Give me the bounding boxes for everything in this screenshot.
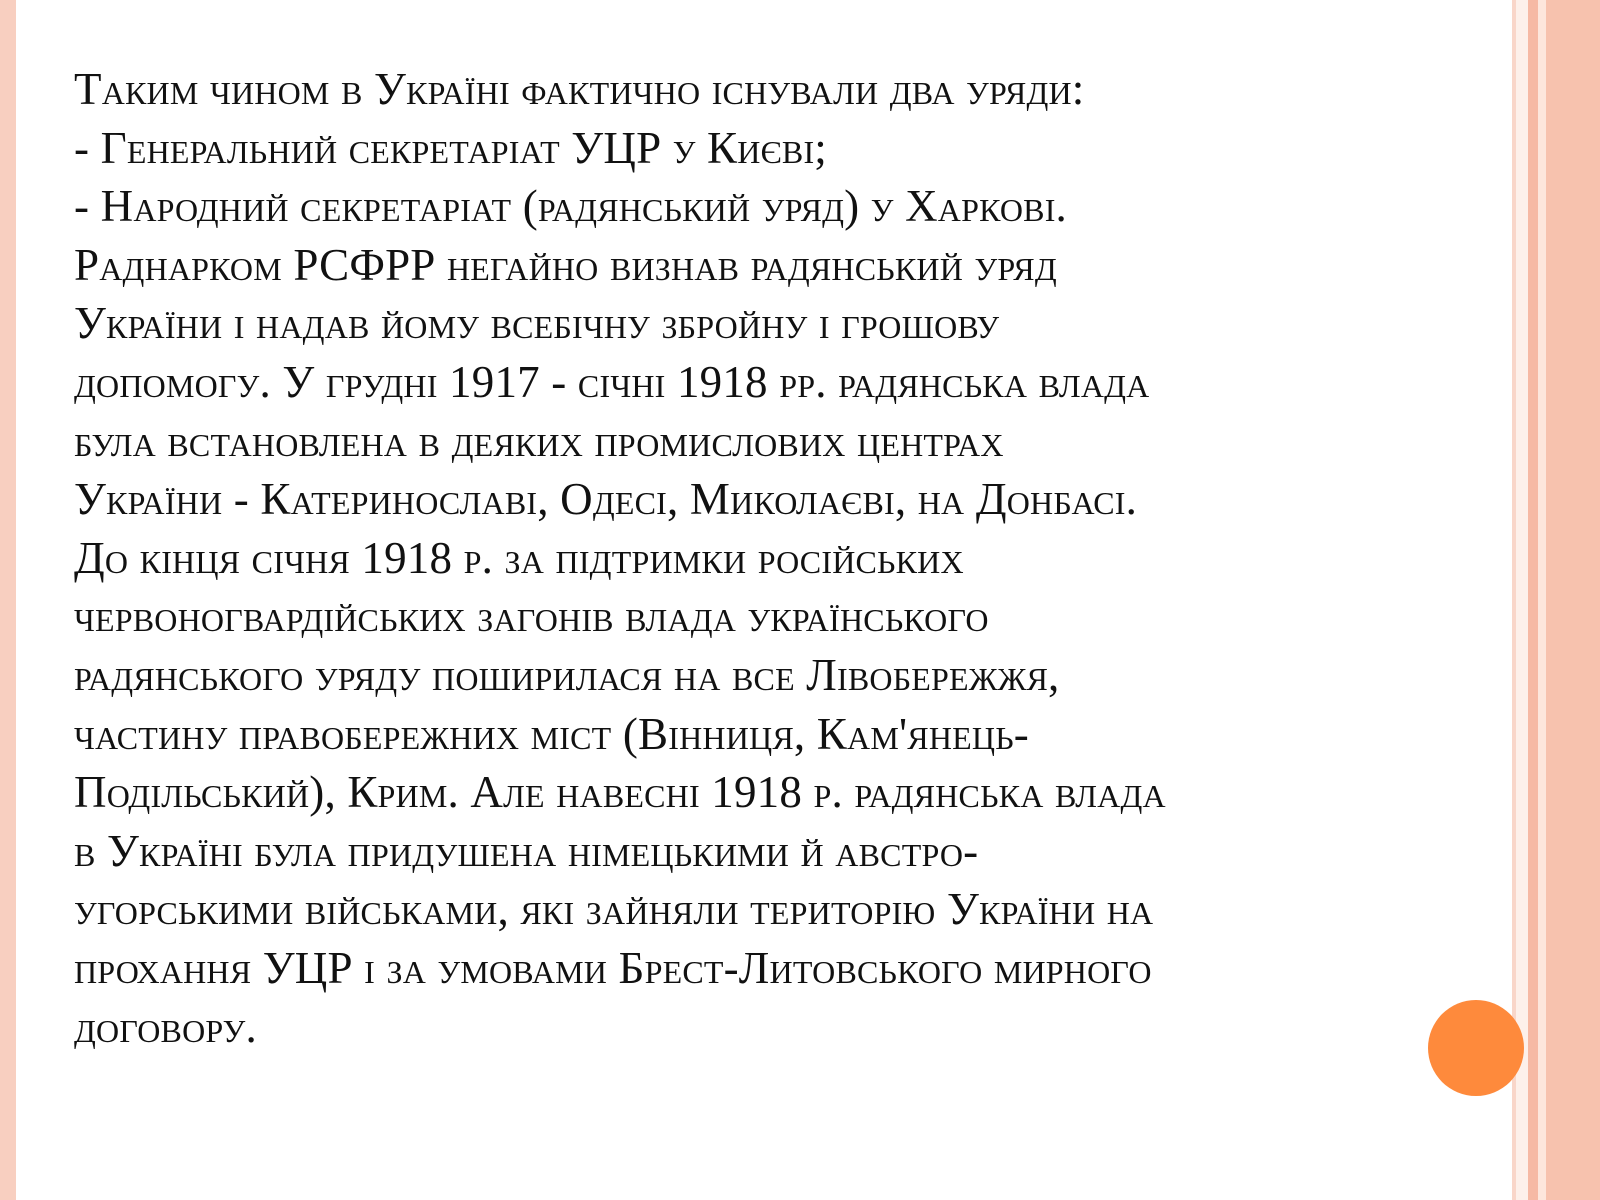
- text-line: До кінця січня 1918 р. за підтримки російських: [74, 532, 964, 583]
- right-frame-gap: [1516, 0, 1528, 1200]
- text-line: в Україні була придушена німецькими й австро-: [74, 825, 979, 876]
- right-frame-wide-stripe: [1546, 0, 1600, 1200]
- text-line: Таким чином в Україні фактично існували два уряди:: [74, 64, 1085, 114]
- text-line: червоногвардійських загонів влада українського: [74, 591, 989, 642]
- right-frame-gap-2: [1538, 0, 1546, 1200]
- left-frame-stripe: [0, 0, 16, 1200]
- text-line: Раднарком РСФРР негайно визнав радянський уряд: [74, 239, 1057, 290]
- text-line: радянського уряду поширилася на все Лівобережжя,: [74, 649, 1060, 700]
- orange-circle-decoration: [1428, 1000, 1524, 1096]
- right-frame-thin-stripe: [1528, 0, 1538, 1200]
- text-line: була встановлена в деяких промислових центрах: [74, 415, 1004, 466]
- text-line: Подільський), Крим. Але навесні 1918 р. радянська влада: [74, 767, 1166, 818]
- text-line: частину правобережних міст (Вінниця, Кам'янець-: [74, 708, 1029, 759]
- text-line: - Народний секретаріат (радянський уряд) у Харкові.: [74, 181, 1068, 232]
- text-line: України і надав йому всебічну збройну і грошову: [74, 298, 1000, 349]
- text-line: прохання УЦР і за умовами Брест-Литовського мирного: [74, 942, 1152, 993]
- text-line: договору.: [74, 1001, 257, 1052]
- slide-body-text: [74, 60, 1364, 1056]
- text-line: - Генеральний секретаріат УЦР у Києві;: [74, 122, 828, 173]
- text-line: України - Катеринославі, Одесі, Миколаєві, на Донбасі.: [74, 474, 1138, 525]
- text-line: допомогу. У грудні 1917 - січні 1918 рр. радянська влада: [74, 356, 1150, 407]
- text-line: угорськими військами, які зайняли територію України на: [74, 884, 1154, 935]
